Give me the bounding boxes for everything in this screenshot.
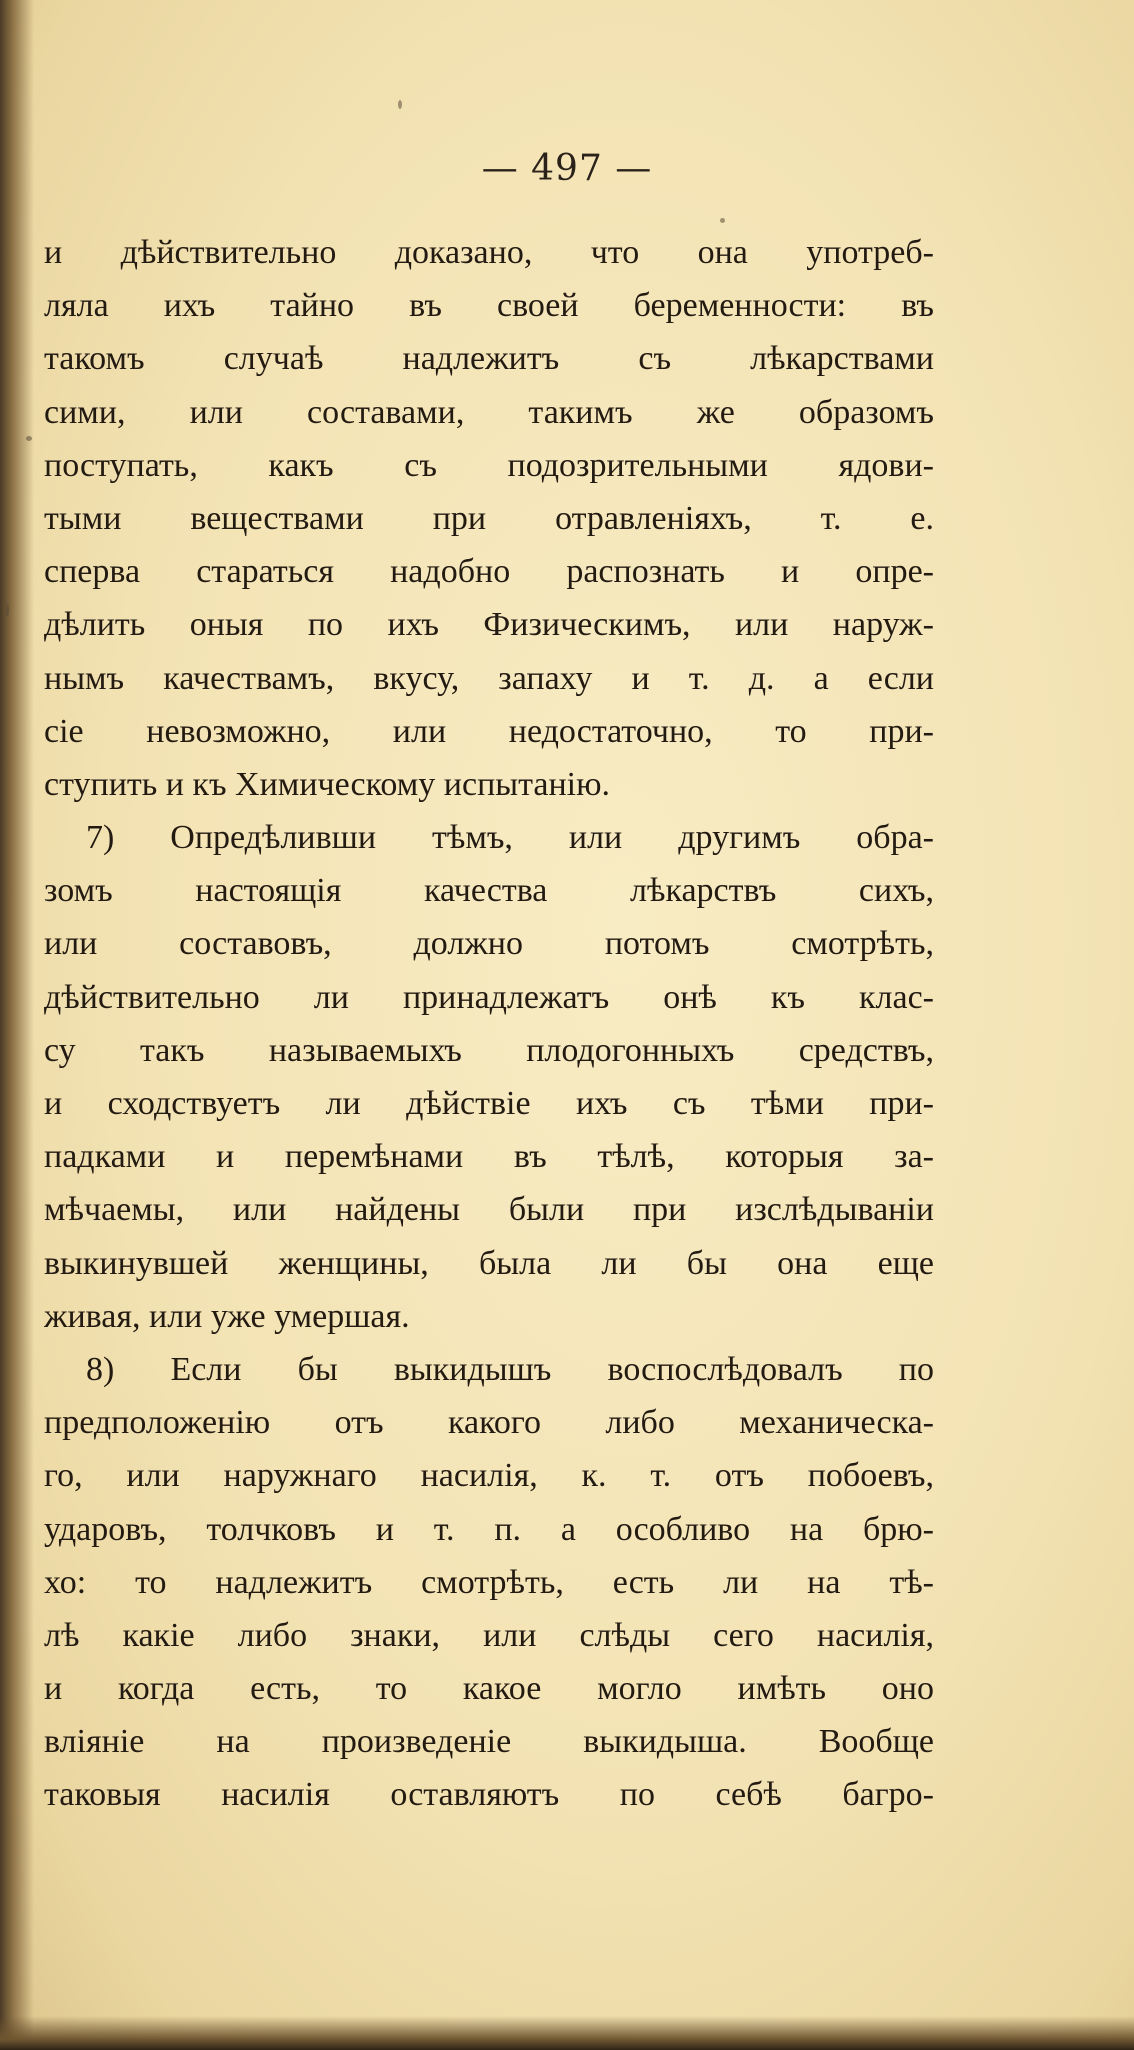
paper-speck [720, 218, 725, 223]
text-line: таковыя насилiя оставляютъ по себѣ багро- [44, 1776, 934, 1814]
text-line: го, или наружнаго насилiя, к. т. отъ побоевъ, [44, 1457, 934, 1495]
text-line: и когда есть, то какое могло имѣть оно [44, 1670, 934, 1708]
binding-shadow [0, 0, 34, 2050]
text-line: сими, или составами, такимъ же образомъ [44, 393, 934, 431]
text-line: сперва стараться надобно распознать и опре- [44, 553, 934, 591]
text-line: сiе невозможно, или недостаточно, то при- [44, 712, 934, 750]
text-line: дѣйствительно ли принадлежатъ онѣ къ клас- [44, 978, 934, 1016]
text-line: поступать, какъ съ подозрительными ядови- [44, 446, 934, 484]
page-number-header: — 497 — [481, 148, 653, 189]
text-line: падками и перемѣнами въ тѣлѣ, которыя за- [44, 1138, 934, 1176]
text-line: такомъ случаѣ надлежитъ съ лѣкарствами [44, 340, 934, 378]
text-line: выкинувшей женщины, была ли бы она еще [44, 1244, 934, 1282]
text-line: и сходствуетъ ли дѣйствiе ихъ съ тѣми при- [44, 1085, 934, 1122]
text-line: нымъ качествамъ, вкусу, запаху и т. д. а если [44, 659, 934, 697]
text-line: или составовъ, должно потомъ смотрѣть, [44, 925, 934, 963]
page-edge-shadow [0, 2016, 1134, 2050]
text-line: 7) Опредѣливши тѣмъ, или другимъ обра- [86, 819, 934, 857]
text-line: хо: то надлежитъ смотрѣть, есть ли на тѣ- [44, 1563, 934, 1601]
text-line: ляла ихъ тайно въ своей беременности: въ [44, 287, 934, 325]
paper-speck [6, 604, 9, 616]
text-line: ударовъ, толчковъ и т. п. а особливо на брю- [44, 1510, 934, 1548]
text-line: тыми веществами при отравленiяхъ, т. е. [44, 499, 934, 537]
text-line: живая, или уже умершая. [44, 1297, 410, 1335]
text-line: ступить и къ Химическому испытанiю. [44, 765, 611, 803]
text-line: и дѣйствительно доказано, что она употреб- [44, 234, 934, 271]
paper-speck [26, 436, 32, 441]
text-line: влiянiе на произведенiе выкидыша. Вообще [44, 1723, 934, 1761]
paper-speck [398, 100, 402, 109]
text-line: мѣчаемы, или найдены были при изслѣдыванiи [44, 1191, 934, 1229]
text-line: 8) Если бы выкидышъ воспослѣдовалъ по [86, 1350, 934, 1388]
body-text [44, 226, 934, 1822]
text-line: зомъ настоящiя качества лѣкарствъ сихъ, [44, 872, 934, 910]
text-line: предположенiю отъ какого либо механическа- [44, 1404, 934, 1442]
text-line: дѣлить оныя по ихъ Физическимъ, или наруж- [44, 606, 934, 644]
text-line: су такъ называемыхъ плодогонныхъ средствъ, [44, 1031, 934, 1069]
text-line: лѣ какiе либо знаки, или слѣды сего насилiя, [44, 1616, 934, 1654]
